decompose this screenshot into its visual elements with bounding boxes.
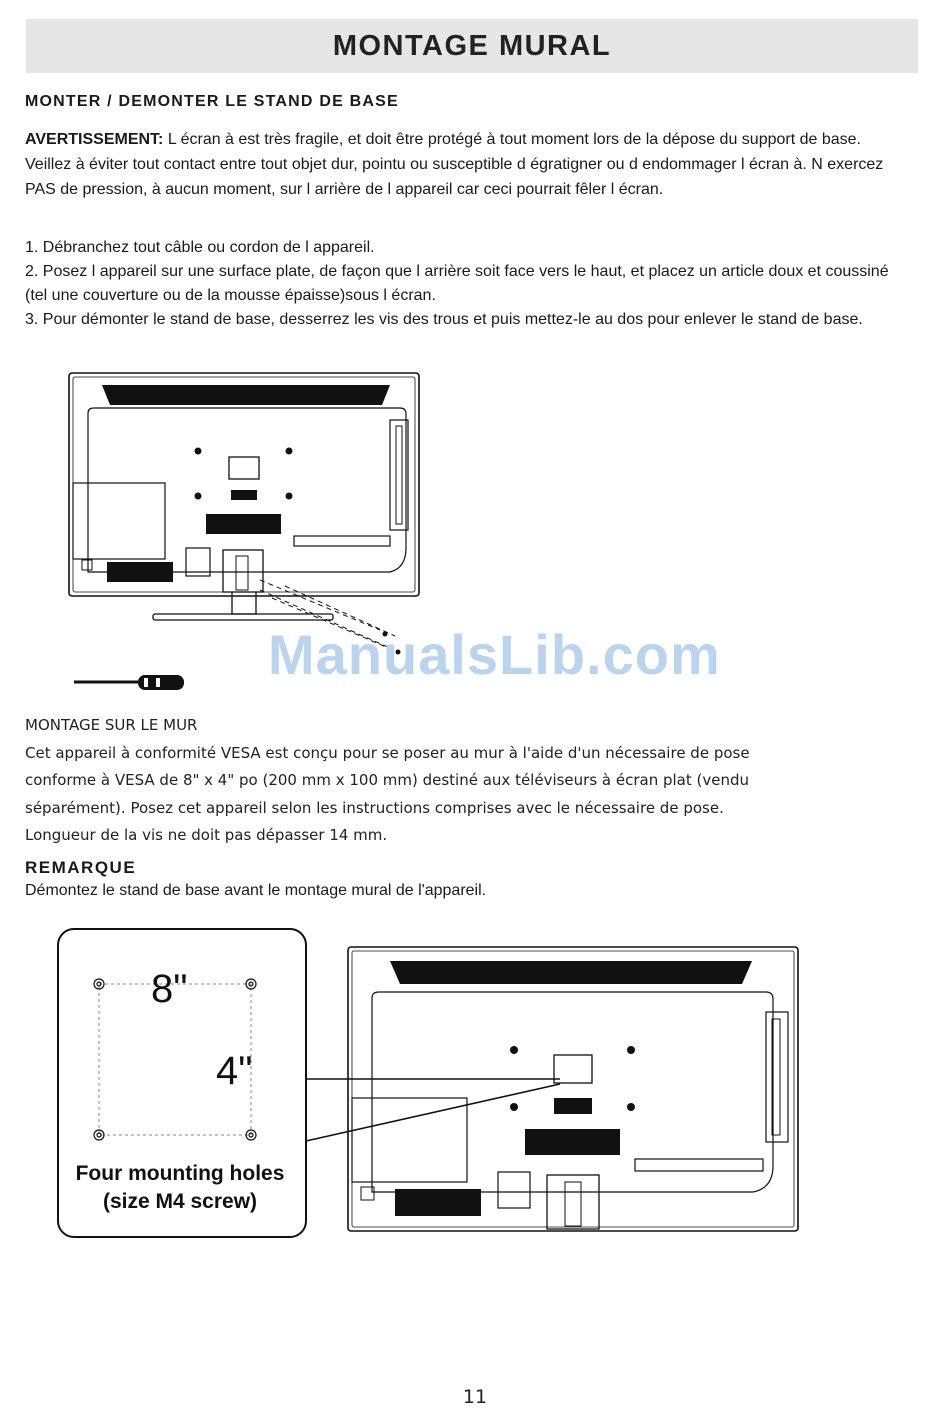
- watermark: ManualsLib.com: [268, 623, 721, 686]
- width-label: 8": [151, 967, 188, 1011]
- rear-panel: [372, 992, 773, 1192]
- wall-mount-line: Cet appareil à conformité VESA est conçu pour se poser au mur à l'aide d'un nécessaire de pose: [25, 743, 750, 762]
- title-bar: [26, 19, 918, 73]
- page-number: 11: [462, 1386, 488, 1408]
- pointer-lines: [306, 1079, 560, 1141]
- wall-mount-section: [25, 712, 905, 850]
- screwdriver-icon: [74, 675, 184, 690]
- callout-caption-line1: Four mounting holes: [75, 1162, 285, 1185]
- warning-text: L écran à est très fragile, et doit être protégé à tout moment lors de la dépose du support de base. Veillez à éviter tout contact entre tout objet dur, pointu ou susceptible d égratigner ou d endommager l écran à. N exercez PAS de pression, à aucun moment, sur l arrière de l appareil car ceci pourrait fêler l écran.: [25, 131, 884, 198]
- tv-back-outline: [348, 947, 798, 1231]
- section-heading: MONTER / DEMONTER LE STAND DE BASE: [25, 93, 399, 110]
- vesa-mounting-illustration: [55, 926, 805, 1241]
- warning-label: AVERTISSEMENT:: [25, 131, 164, 148]
- wall-mount-line: conforme à VESA de 8" x 4" po (200 mm x 100 mm) destiné aux téléviseurs à écran plat (vendu: [25, 771, 750, 789]
- height-label: 4": [216, 1049, 253, 1093]
- remark-text: Démontez le stand de base avant le montage mural de l'appareil.: [25, 882, 487, 899]
- step-item: 3. Pour démonter le stand de base, desserrez les vis des trous et puis mettez-le au dos pour enlever le stand de base.: [25, 311, 863, 328]
- page-title: MONTAGE MURAL: [332, 29, 612, 62]
- warning-paragraph: [25, 127, 905, 202]
- top-vent: [102, 385, 390, 405]
- wall-mount-heading: MONTAGE SUR LE MUR: [25, 716, 198, 734]
- remark-heading: REMARQUE: [25, 858, 137, 877]
- top-vent: [390, 961, 752, 984]
- wall-mount-line: séparément). Posez cet appareil selon les instructions comprises avec le nécessaire de pose.: [25, 798, 724, 817]
- steps-list: [25, 236, 905, 332]
- wall-mount-line: Longueur de la vis ne doit pas dépasser 14 mm.: [25, 826, 388, 844]
- callout-caption-line2: (size M4 screw): [102, 1190, 258, 1213]
- step-item: 1. Débranchez tout câble ou cordon de l appareil.: [25, 239, 375, 256]
- step-item: 2. Posez l appareil sur une surface plate, de façon que l arrière soit face vers le haut, et placez un article doux et coussiné (tel une couverture ou de la mousse épaisse)sous l écran.: [25, 263, 889, 304]
